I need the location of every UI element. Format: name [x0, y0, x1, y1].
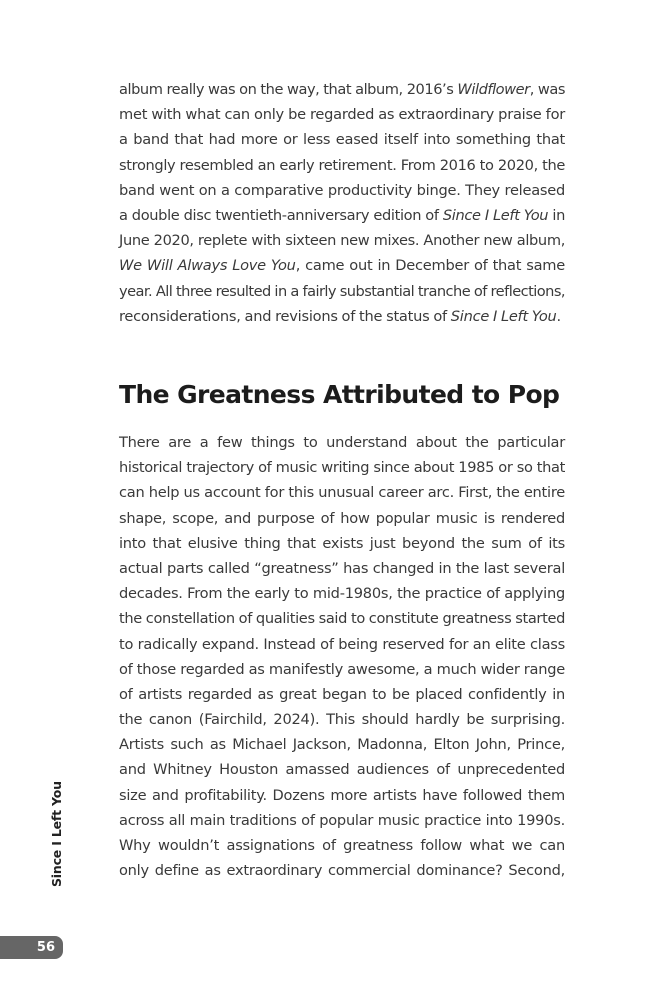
text-line: a band that had more or less eased itself into something that [119, 131, 565, 149]
body-paragraph [119, 430, 565, 883]
text-line: the constellation of qualities said to constitute greatness started [119, 610, 565, 628]
text-line [119, 253, 565, 278]
text-line: to radically expand. Instead of being reserved for an elite class [119, 635, 565, 653]
text-line: band went on a comparative productivity binge. They released [119, 181, 565, 199]
text-line: decades. From the early to mid-1980s, the practice of applying [119, 585, 565, 603]
text-line [119, 304, 565, 329]
italic-title: We Will Always Love You [119, 257, 296, 275]
text-line: and Whitney Houston amassed audiences of unprecedented [119, 761, 565, 779]
text-line: the canon (Fairchild, 2024). This should hardly be surprising. [119, 711, 565, 729]
body-paragraph [119, 77, 565, 329]
text-line: Why wouldn’t assignations of greatness follow what we can [119, 837, 565, 854]
text-line: only define as extraordinary commercial dominance? Second, [119, 862, 565, 880]
text-line: Artists such as Michael Jackson, Madonna, Elton John, Prince, [119, 736, 565, 754]
text-run: , was [529, 81, 566, 98]
text-run: , came out in December of that same [295, 257, 565, 275]
text-run: in [548, 206, 565, 224]
section-heading: The Greatness Attributed to Pop [119, 380, 560, 409]
text-line: into that elusive thing that exists just beyond the sum of its [119, 534, 565, 552]
text-line: of artists regarded as great began to be placed confidently in [119, 685, 565, 703]
italic-title: Wildflower [457, 81, 530, 98]
text-line: year. All three resulted in a fairly substantial tranche of reflections, [119, 282, 565, 300]
text-run: album really was on the way, that album, 2016’s [119, 81, 458, 98]
text-line: There are a few things to understand about the particular [119, 434, 565, 451]
text-line: size and profitability. Dozens more artists have followed them [119, 786, 565, 804]
text-line: June 2020, replete with sixteen new mixes. Another new album, [119, 232, 565, 250]
italic-title: Since I Left You [442, 206, 549, 224]
text-line: across all main traditions of popular music practice into 1990s. [119, 811, 565, 829]
page-number-tab [0, 936, 63, 959]
page-number: 56 [36, 940, 55, 955]
text-line: met with what can only be regarded as extraordinary praise for [119, 106, 565, 124]
text-line: shape, scope, and purpose of how popular music is rendered [119, 509, 565, 527]
italic-title: Since I Left You [450, 307, 557, 325]
text-line [119, 203, 565, 228]
text-run: . [556, 307, 561, 325]
text-line: strongly resembled an early retirement. From 2016 to 2020, the [119, 156, 565, 174]
running-head: Since I Left You [49, 781, 64, 887]
text-line: historical trajectory of music writing since about 1985 or so that [119, 459, 565, 477]
text-run: reconsiderations, and revisions of the status of [119, 307, 451, 325]
text-line [119, 77, 565, 102]
text-line: actual parts called “greatness” has changed in the last several [119, 559, 565, 577]
text-run: a double disc twentieth-anniversary edition of [119, 206, 443, 224]
text-line: of those regarded as manifestly awesome, a much wider range [119, 660, 565, 678]
text-line: can help us account for this unusual career arc. First, the entire [119, 484, 565, 502]
